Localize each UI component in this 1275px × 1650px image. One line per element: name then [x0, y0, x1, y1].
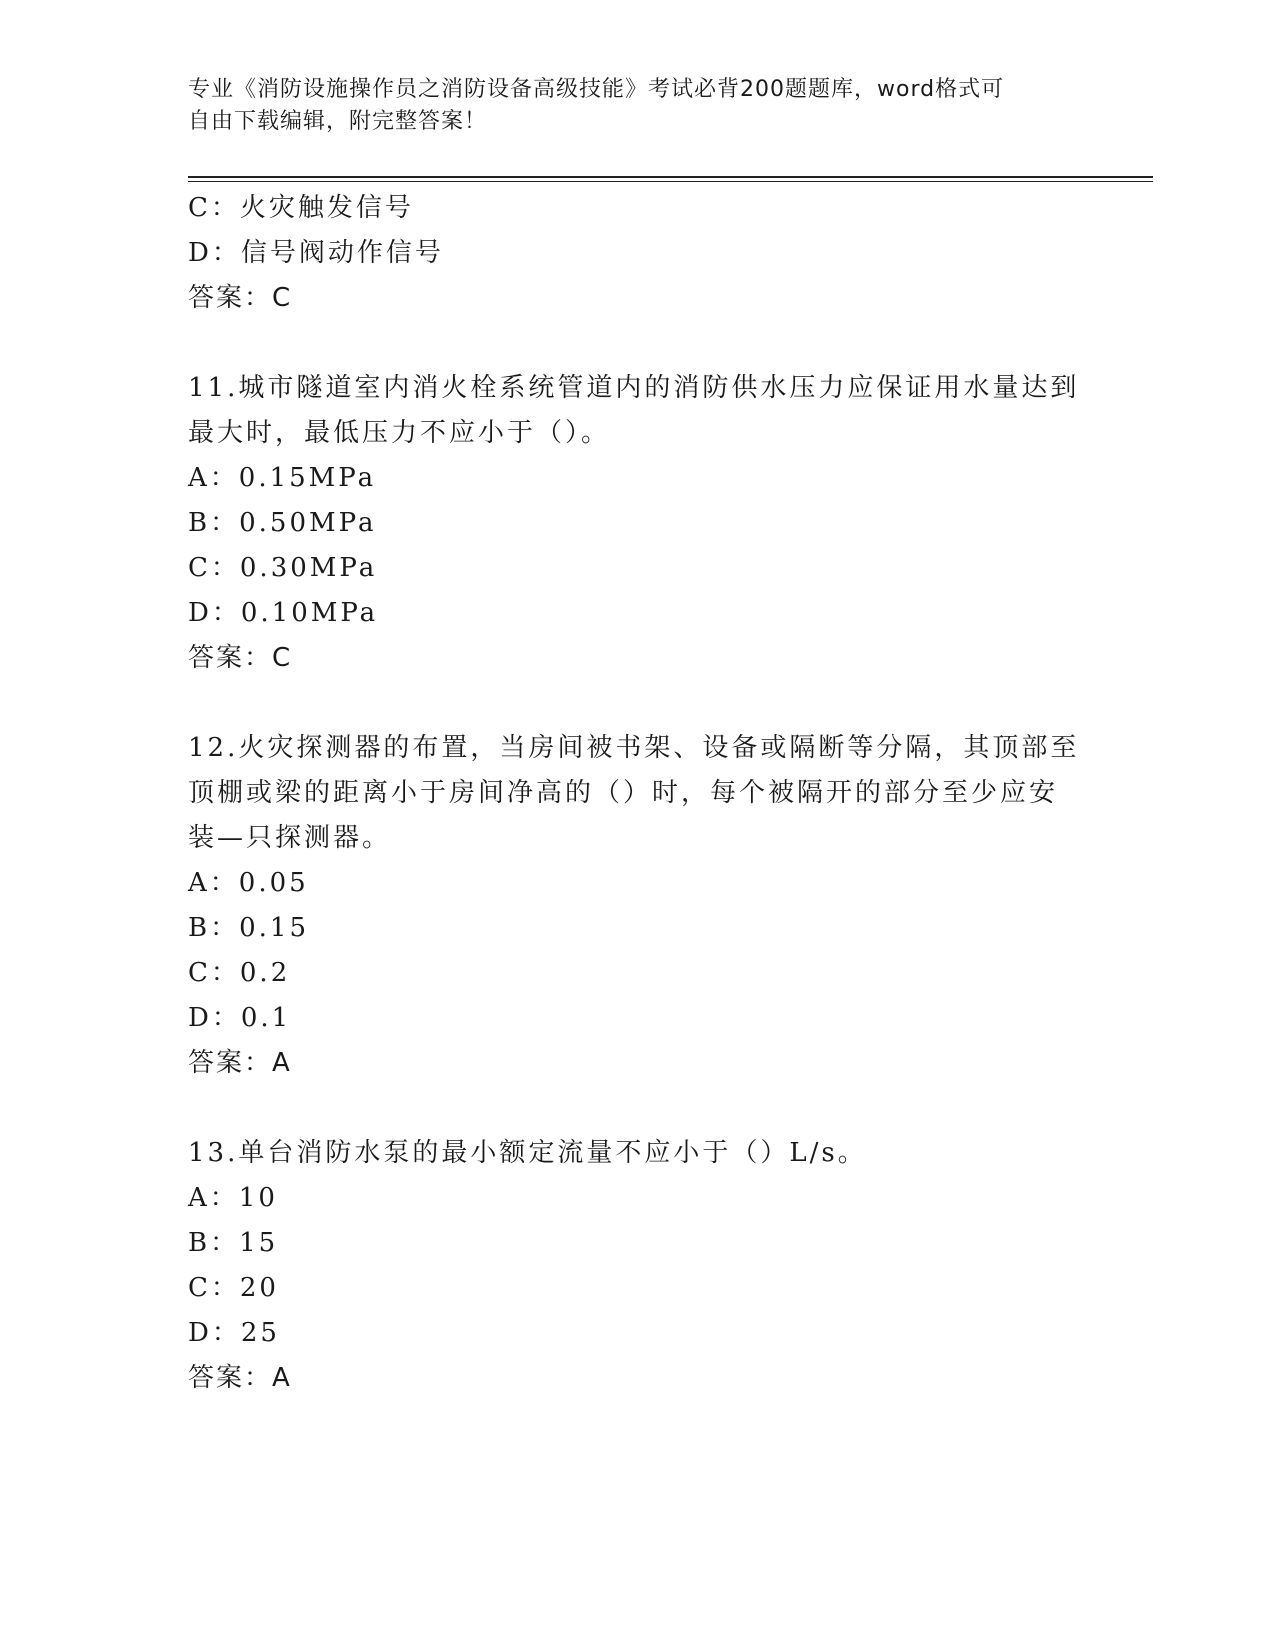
- q12-option-d: D：0.1: [188, 1003, 292, 1033]
- prev-answer: 答案：C: [188, 283, 293, 313]
- q11-stem-line-2: 最大时，最低压力不应小于（）。: [188, 418, 611, 448]
- q11-option-c: C：0.30MPa: [188, 553, 378, 583]
- q11-option-d: D：0.10MPa: [188, 598, 379, 628]
- header-line-2: 自由下载编辑，附完整答案！: [188, 109, 488, 134]
- q13-option-a: A：10: [188, 1183, 278, 1213]
- q12-stem-line-2: 顶棚或梁的距离小于房间净高的（）时，每个被隔开的部分至少应安: [188, 778, 1059, 808]
- header-divider-thin: [188, 181, 1153, 182]
- q11-option-a: A：0.15MPa: [188, 463, 377, 493]
- document-header: [188, 74, 1088, 138]
- q13-option-c: C：20: [188, 1273, 279, 1303]
- q12-stem-line-1: 12.火灾探测器的布置，当房间被书架、设备或隔断等分隔，其顶部至: [188, 733, 1080, 763]
- q13-option-b: B：15: [188, 1228, 279, 1258]
- q13-stem-line-1: 13.单台消防水泵的最小额定流量不应小于（）L/s。: [188, 1138, 867, 1168]
- q12-stem-line-3: 装—只探测器。: [188, 823, 392, 853]
- q11-answer: 答案：C: [188, 643, 293, 673]
- q12-option-b: B：0.15: [188, 913, 309, 943]
- q13-option-d: D：25: [188, 1318, 280, 1348]
- prev-option-d: D：信号阀动作信号: [188, 238, 444, 268]
- q12-answer: 答案：A: [188, 1048, 292, 1078]
- header-line-1: 专业《消防设施操作员之消防设备高级技能》考试必背200题题库，word格式可: [188, 77, 1005, 102]
- q13-answer: 答案：A: [188, 1363, 292, 1393]
- q12-option-c: C：0.2: [188, 958, 291, 988]
- prev-option-c: C：火灾触发信号: [188, 193, 414, 223]
- q11-option-b: B：0.50MPa: [188, 508, 377, 538]
- header-divider-thick: [188, 176, 1153, 178]
- q11-stem-line-1: 11.城市隧道室内消火栓系统管道内的消防供水压力应保证用水量达到: [188, 373, 1080, 403]
- q12-option-a: A：0.05: [188, 868, 309, 898]
